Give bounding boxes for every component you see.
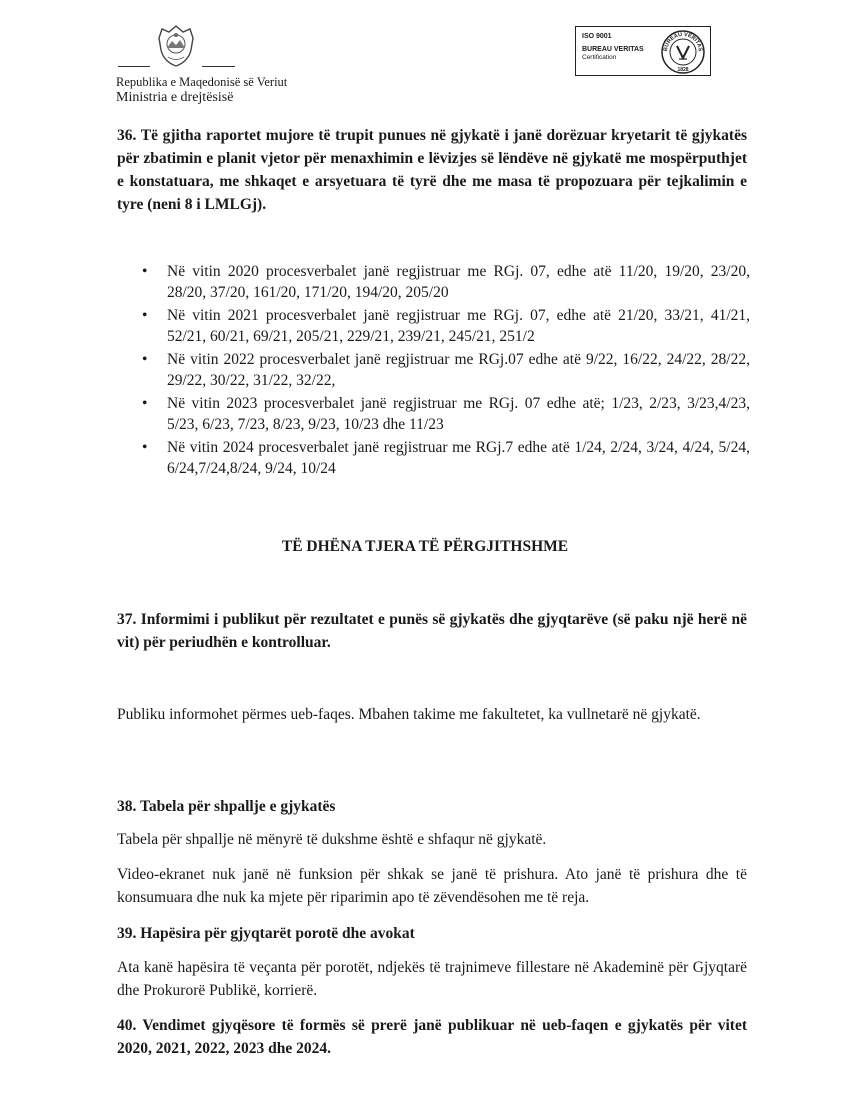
svg-text:BUREAU VERITAS bbox=[663, 32, 703, 52]
section-38-text-1: Tabela për shpallje në mënyrë të dukshme është e shfaqur në gjykatë. bbox=[117, 831, 547, 848]
registry-list bbox=[138, 262, 750, 482]
section-38-heading: 38. Tabela për shpallje e gjykatës bbox=[117, 798, 336, 815]
republic-name: Republika e Maqedonisë së Veriut bbox=[116, 75, 288, 89]
section-36-heading: 36. Të gjitha raportet mujore të trupit punues në gjykatë i janë dorëzuar kryetarit të gjykatës për zbatimin e planit vjetor për menaxhimin e lëvizjes së lëndëve në gjykatë me mospërputhjet e konstatuara, me shkaqet e arsyetuara të tyrë dhe me masa të propozuara për tejkalimin e tyre (neni 8 i LMLGj). bbox=[117, 127, 747, 213]
iso-label: ISO 9001 bbox=[582, 33, 612, 40]
bullet-icon: • bbox=[142, 307, 148, 324]
seal-top-text: BUREAU VERITAS bbox=[662, 31, 704, 52]
certification-label: Certification bbox=[582, 54, 617, 61]
section-38-text-2: Video-ekranet nuk janë në funksion për shkak se janë të prishura. Ato janë të prishura dhe të konsumuara dhe nuk ka mjete për riparimin apo të zëvendësohen me të reja. bbox=[117, 866, 747, 906]
ministry-header bbox=[116, 74, 287, 106]
list-item-text: Në vitin 2024 procesverbalet janë regjistruar me RGj.7 edhe atë 1/24, 2/24, 3/24, 4/24, 5/24, 6/24,7/24,8/24, 9/24, 10/24 bbox=[167, 439, 750, 477]
coat-of-arms-icon bbox=[155, 24, 197, 68]
list-item bbox=[138, 306, 750, 347]
section-40-heading: 40. Vendimet gjyqësore të formës së prerë janë publikuar në ueb-faqen e gjykatës për vitet 2020, 2021, 2022, 2023 dhe 2024. bbox=[117, 1017, 747, 1057]
bullet-icon: • bbox=[142, 263, 148, 280]
section-37-heading: 37. Informimi i publikut për rezultatet e punës së gjykatës dhe gjyqtarëve (së paku një herë në vit) për periudhën e kontrolluar. bbox=[117, 611, 747, 651]
seal-year: 1828 bbox=[677, 67, 689, 73]
list-item-text: Në vitin 2022 procesverbalet janë regjistruar me RGj.07 edhe atë 9/22, 16/22, 24/22, 28/22, 29/22, 30/22, 31/22, 32/22, bbox=[167, 351, 750, 389]
certification-text bbox=[582, 33, 644, 62]
certification-stamp bbox=[575, 26, 711, 76]
header-rule-right bbox=[202, 66, 235, 67]
bullet-icon: • bbox=[142, 395, 148, 412]
section-39-heading: 39. Hapësira për gjyqtarët porotë dhe avokat bbox=[117, 925, 415, 942]
bureau-veritas-seal-icon bbox=[660, 29, 706, 75]
bullet-icon: • bbox=[142, 439, 148, 456]
bureau-label: BUREAU VERITAS bbox=[582, 46, 644, 53]
list-item bbox=[138, 438, 750, 479]
general-data-title: TË DHËNA TJERA TË PËRGJITHSHME bbox=[281, 538, 569, 555]
list-item-text: Në vitin 2020 procesverbalet janë regjistruar me RGj. 07, edhe atë 11/20, 19/20, 23/20, 28/20, 37/20, 161/20, 171/20, 194/20, 205/20 bbox=[167, 263, 750, 301]
list-item-text: Në vitin 2023 procesverbalet janë regjistruar me RGj. 07 edhe atë; 1/23, 2/23, 3/23,4/23, 5/23, 6/23, 7/23, 8/23, 9/23, 10/23 dhe 11/23 bbox=[167, 395, 750, 433]
section-39-text: Ata kanë hapësira të veçanta për porotët, ndjekës të trajnimeve fillestare në Akademinë për Gjyqtarë dhe Prokurorë Publikë, korrierë. bbox=[117, 959, 747, 999]
section-37-text: Publiku informohet përmes ueb-faqes. Mbahen takime me fakultetet, ka vullnetarë në gjykatë. bbox=[117, 706, 701, 723]
list-item bbox=[138, 350, 750, 391]
ministry-name: Ministria e drejtësisë bbox=[116, 90, 234, 105]
list-item-text: Në vitin 2021 procesverbalet janë regjistruar me RGj. 07, edhe atë 21/20, 33/21, 41/21, 52/21, 60/21, 69/21, 205/21, 229/21, 239/21, 245/21, 251/2 bbox=[167, 307, 750, 345]
header-rule-left bbox=[118, 66, 150, 67]
bullet-icon: • bbox=[142, 351, 148, 368]
list-item bbox=[138, 262, 750, 303]
list-item bbox=[138, 394, 750, 435]
